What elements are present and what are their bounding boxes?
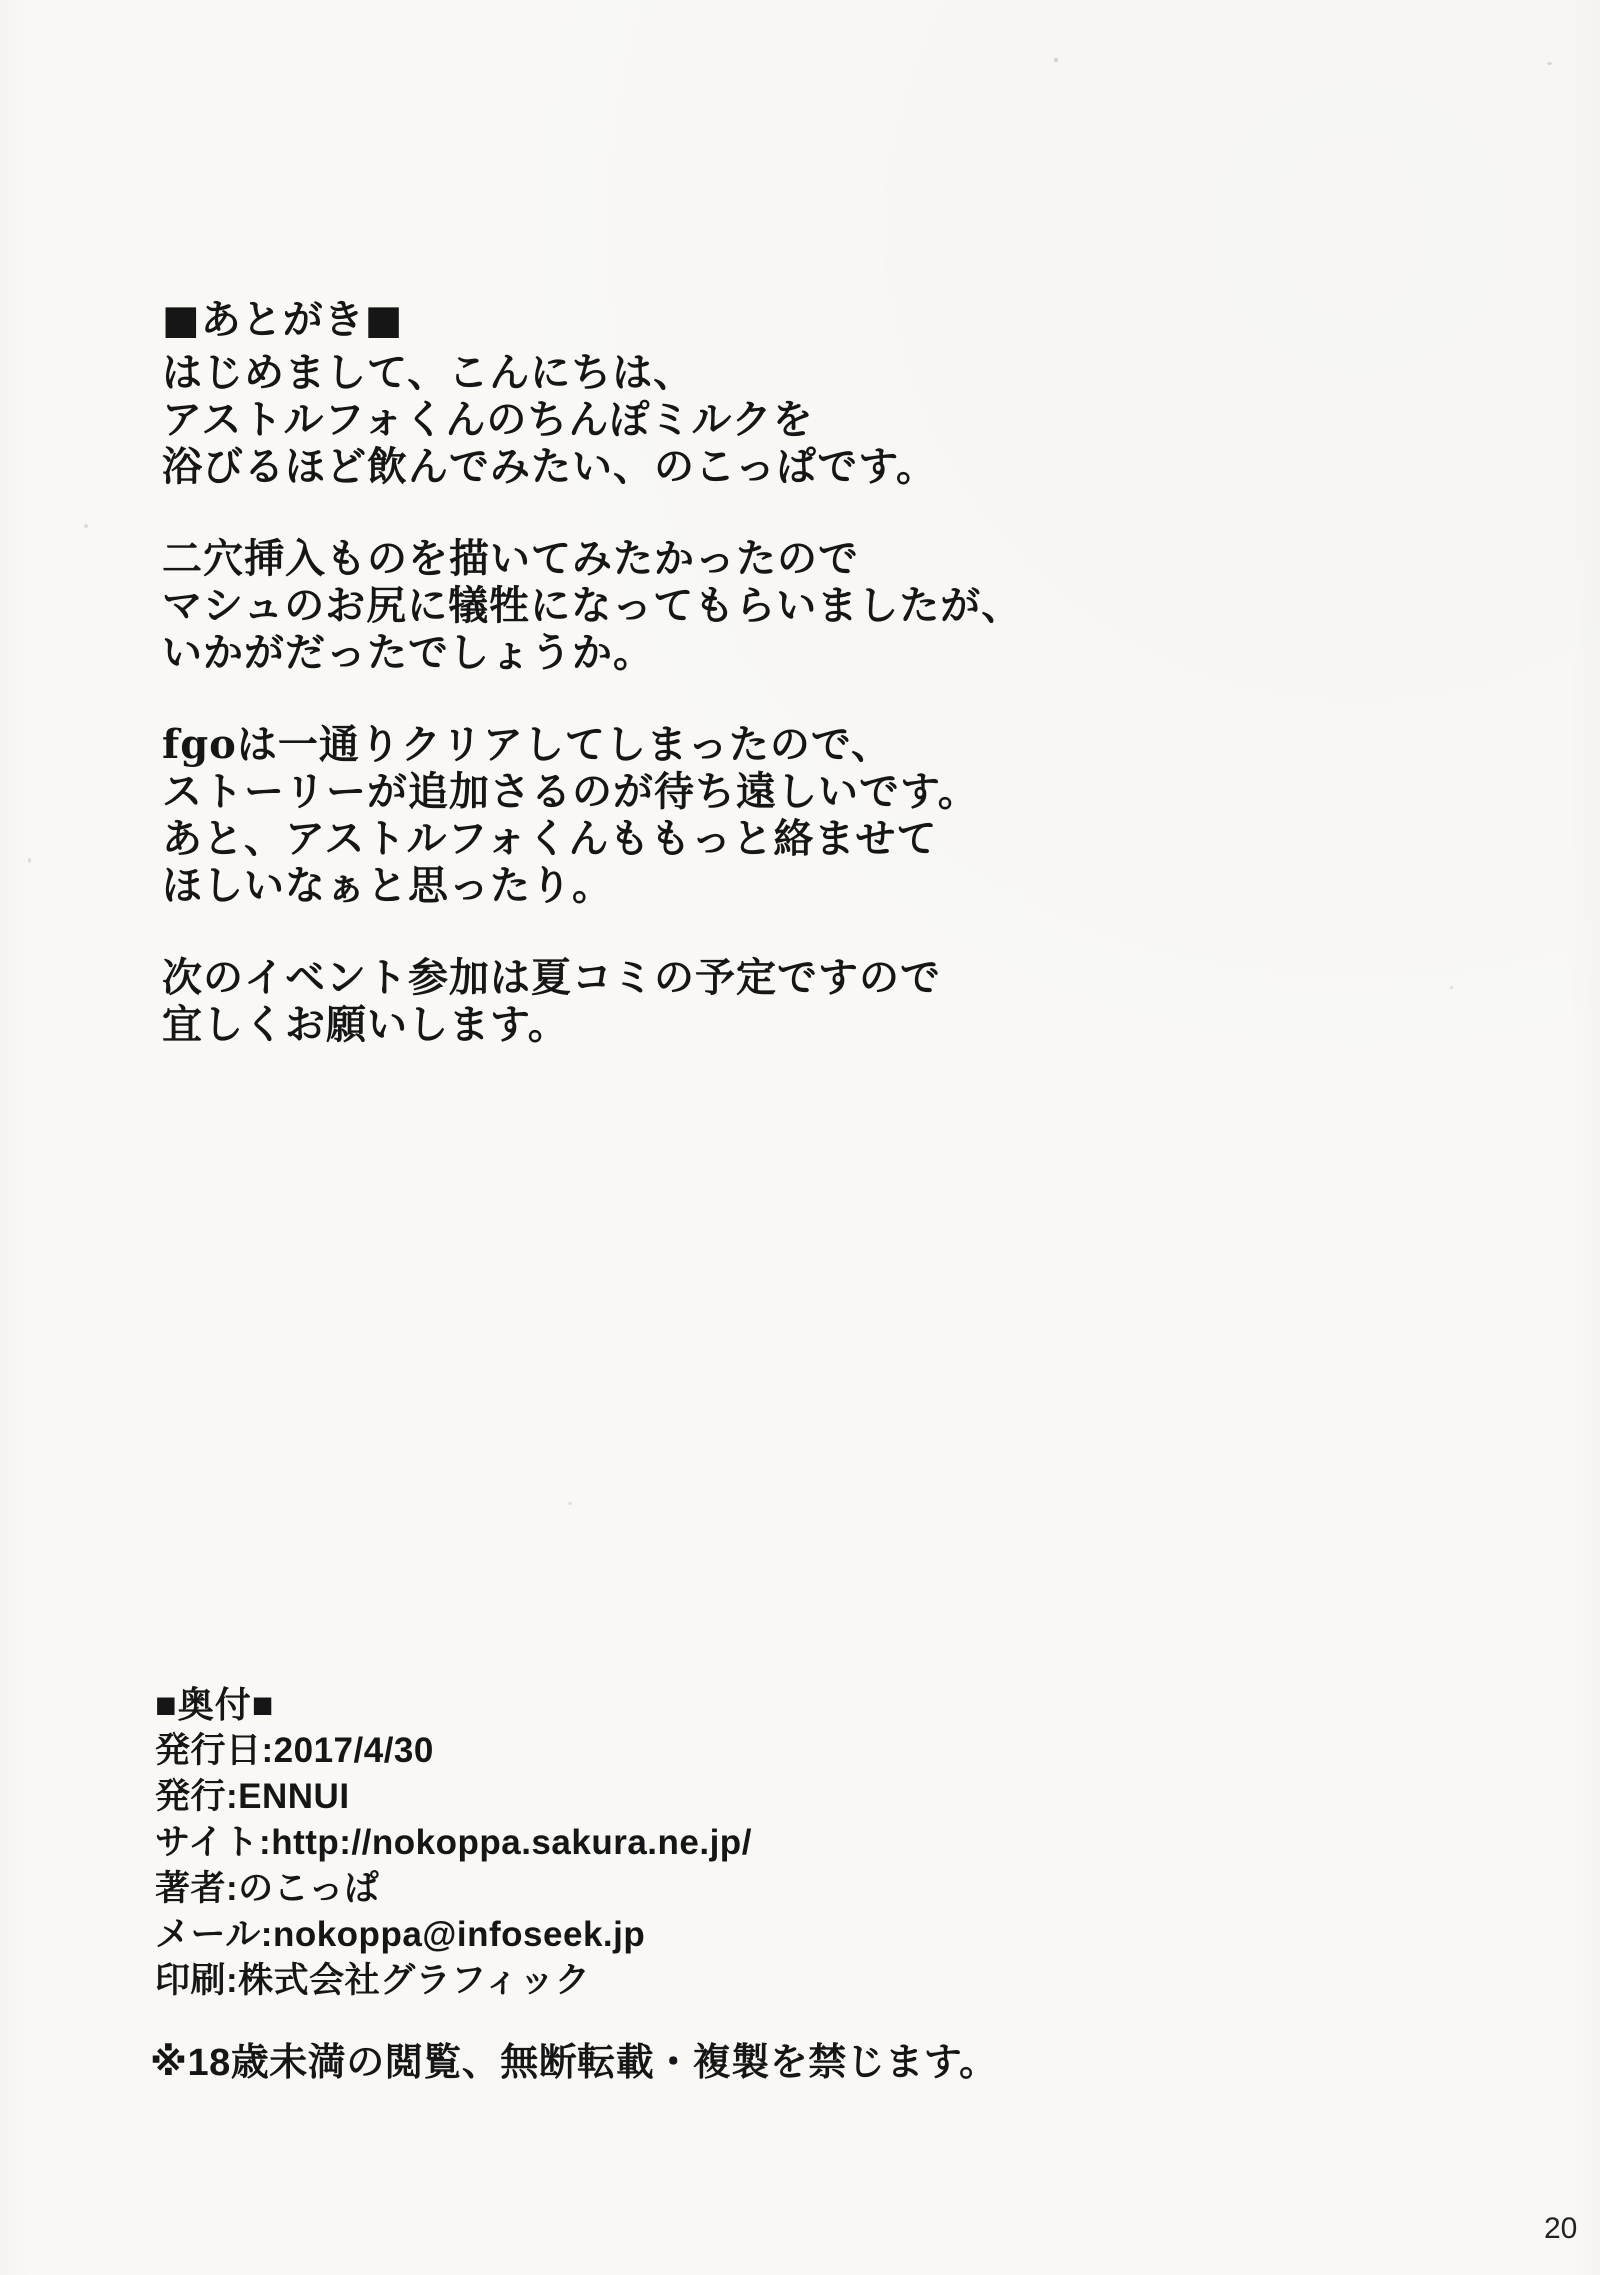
colophon-heading: ■奥付■ xyxy=(155,1684,275,1725)
colophon-author: 著者:のこっぱ xyxy=(155,1869,380,1908)
afterword-line: いかがだったでしょうか。 xyxy=(162,629,654,676)
afterword-section xyxy=(162,296,1022,1093)
colophon-printer: 印刷:株式会社グラフィック xyxy=(155,1961,591,2000)
afterword-line: 浴びるほど飲んでみたい、のこっぱです。 xyxy=(162,443,937,490)
afterword-paragraph-2 xyxy=(162,535,1022,676)
afterword-line: 次のイベント参加は夏コミの予定ですので xyxy=(162,954,941,1001)
colophon-email: メール:nokoppa@infoseek.jp xyxy=(155,1915,646,1954)
afterword-heading: ■あとがき■ xyxy=(162,296,404,343)
afterword-line: アストルフォくんのちんぽミルクを xyxy=(162,396,814,443)
age-disclaimer: ※18歳未満の閲覧、無断転載・複製を禁じます。 xyxy=(150,2042,998,2084)
page-number: 20 xyxy=(1544,2212,1578,2245)
colophon-publish-date: 発行日:2017/4/30 xyxy=(155,1731,434,1770)
scan-speck xyxy=(1450,986,1453,989)
colophon-section xyxy=(155,1682,752,2004)
afterword-line: あと、アストルフォくんももっと絡ませて xyxy=(162,815,938,862)
afterword-line: fgoは一通りクリアしてしまったので、 xyxy=(162,721,893,768)
afterword-paragraph-1 xyxy=(162,349,1022,490)
afterword-line: 二穴挿入ものを描いてみたかったので xyxy=(162,535,859,582)
scan-speck xyxy=(28,858,31,863)
scan-speck xyxy=(1547,62,1552,65)
afterword-line: ほしいなぁと思ったり。 xyxy=(162,862,613,909)
scan-speck xyxy=(568,1502,572,1505)
afterword-paragraph-3 xyxy=(162,721,1022,909)
afterword-line: はじめまして、こんにちは、 xyxy=(162,349,695,396)
scan-speck xyxy=(1054,58,1058,62)
scan-speck xyxy=(84,524,88,528)
afterword-line: ストーリーが追加さるのが待ち遠しいです。 xyxy=(162,768,979,815)
afterword-paragraph-4 xyxy=(162,954,1022,1048)
afterword-line: 宜しくお願いします。 xyxy=(162,1001,569,1048)
colophon-publisher: 発行:ENNUI xyxy=(155,1777,350,1816)
afterword-line: マシュのお尻に犠牲になってもらいましたが、 xyxy=(162,582,1023,629)
colophon-website: サイト:http://nokoppa.sakura.ne.jp/ xyxy=(155,1823,752,1862)
